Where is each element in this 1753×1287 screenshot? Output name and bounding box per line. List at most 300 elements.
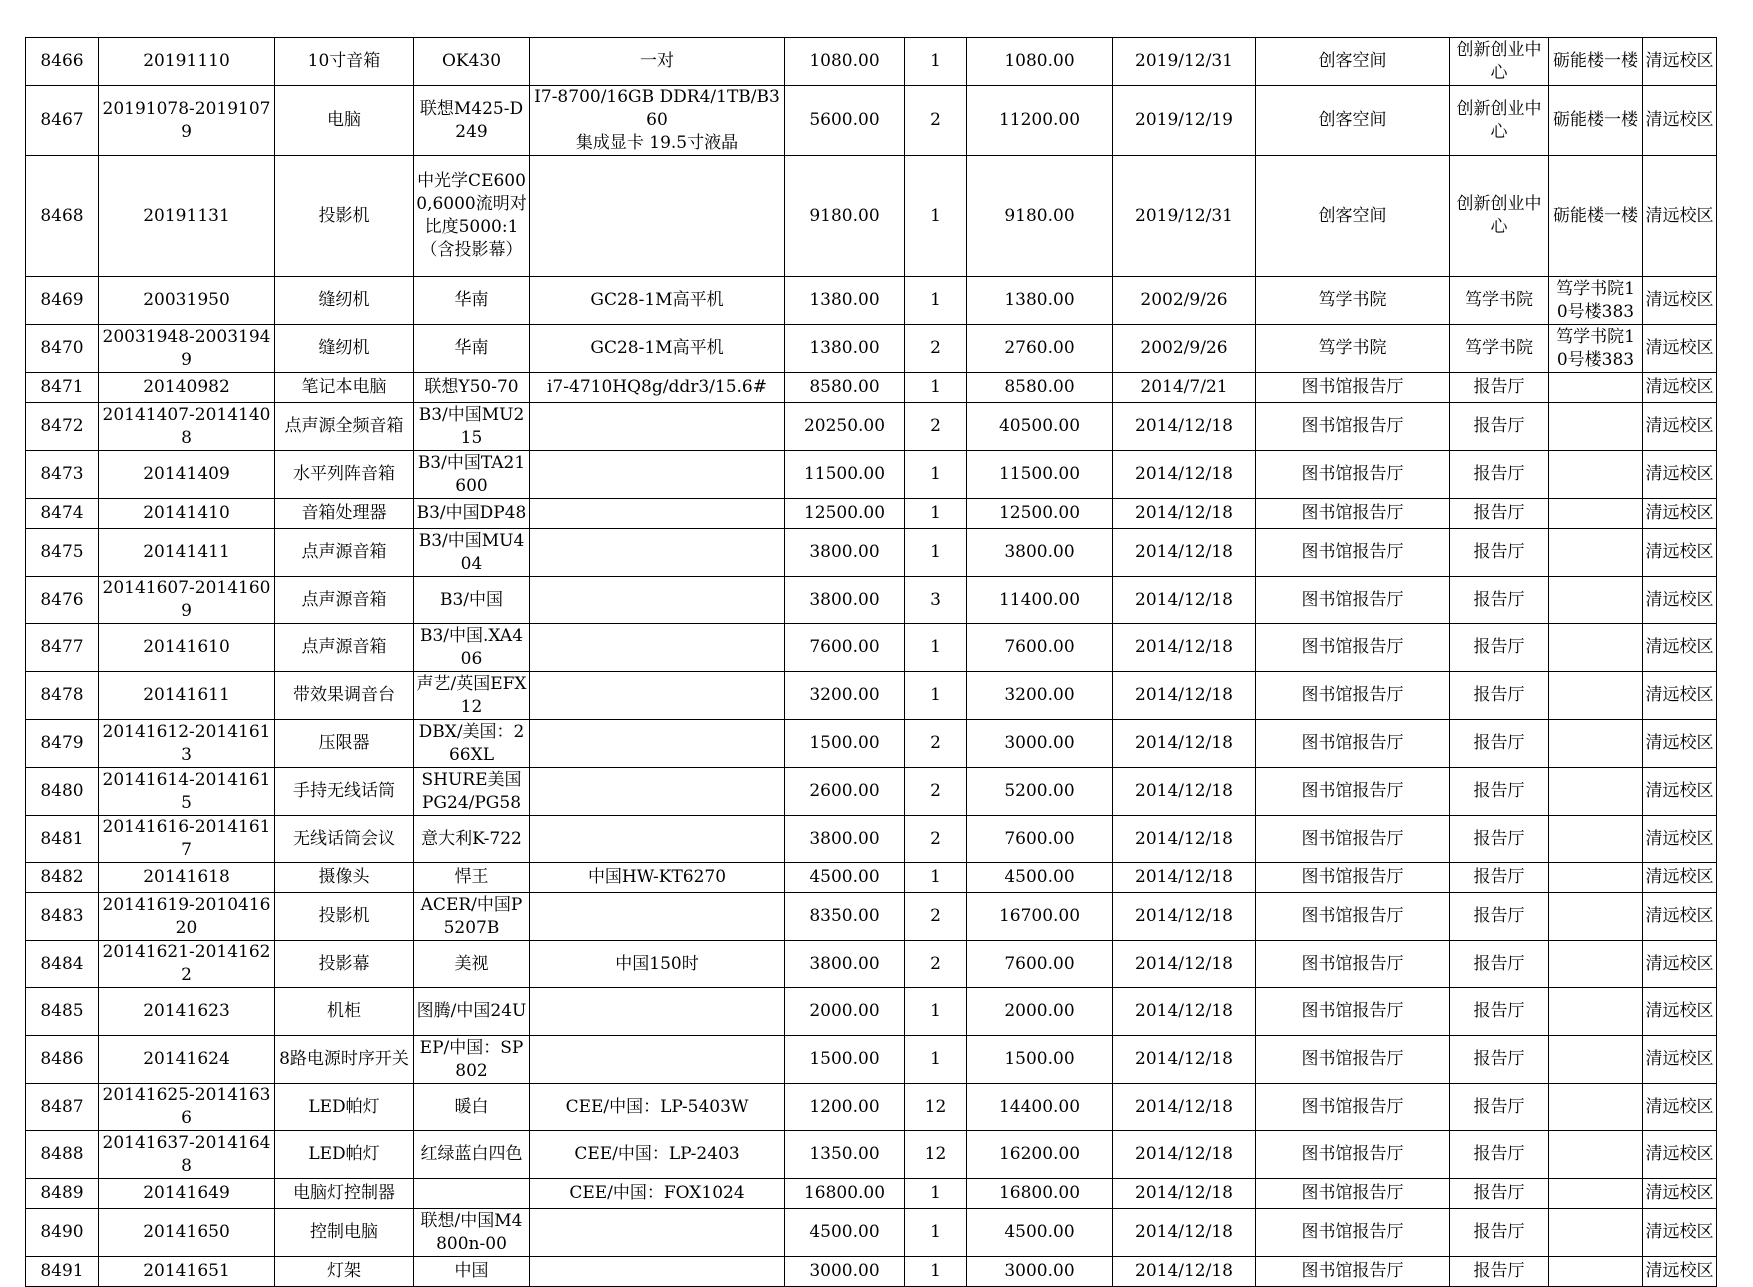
cell-model: SHURE美国PG24/PG58 <box>414 768 530 816</box>
table-row <box>26 1179 1717 1209</box>
cell-amount: 1380.00 <box>967 277 1113 325</box>
cell-amount: 16700.00 <box>967 893 1113 941</box>
cell-price: 20250.00 <box>785 403 905 451</box>
cell-dept: 笃学书院 <box>1256 277 1450 325</box>
cell-campus: 清远校区 <box>1643 1084 1717 1131</box>
cell-qty: 2 <box>905 720 967 768</box>
cell-asset-no: 20141624 <box>99 1036 275 1084</box>
cell-seq: 8475 <box>26 529 99 577</box>
cell-qty: 1 <box>905 529 967 577</box>
cell-dept: 图书馆报告厅 <box>1256 499 1450 529</box>
cell-asset-no: 20141407-20141408 <box>99 403 275 451</box>
cell-campus: 清远校区 <box>1643 1179 1717 1209</box>
cell-dept: 图书馆报告厅 <box>1256 577 1450 624</box>
cell-price: 12500.00 <box>785 499 905 529</box>
cell-amount: 16200.00 <box>967 1131 1113 1179</box>
cell-date: 2014/12/18 <box>1113 529 1256 577</box>
cell-unit: 报告厅 <box>1450 1257 1549 1287</box>
cell-date: 2019/12/31 <box>1113 156 1256 277</box>
table-row <box>26 577 1717 624</box>
cell-asset-no: 20141610 <box>99 624 275 672</box>
cell-spec <box>530 1036 785 1084</box>
cell-model: B3/中国MU215 <box>414 403 530 451</box>
cell-spec: GC28-1M高平机 <box>530 325 785 373</box>
cell-unit: 报告厅 <box>1450 577 1549 624</box>
cell-price: 1080.00 <box>785 38 905 86</box>
cell-qty: 2 <box>905 403 967 451</box>
cell-spec <box>530 529 785 577</box>
cell-seq: 8489 <box>26 1179 99 1209</box>
table-row <box>26 720 1717 768</box>
cell-model: 声艺/英国EFX12 <box>414 672 530 720</box>
table-row <box>26 529 1717 577</box>
cell-qty: 1 <box>905 863 967 893</box>
cell-price: 3800.00 <box>785 816 905 863</box>
cell-campus: 清远校区 <box>1643 624 1717 672</box>
cell-name: 投影机 <box>275 156 414 277</box>
cell-location <box>1549 768 1643 816</box>
cell-name: 灯架 <box>275 1257 414 1287</box>
cell-seq: 8473 <box>26 451 99 499</box>
cell-campus: 清远校区 <box>1643 1209 1717 1257</box>
cell-spec <box>530 768 785 816</box>
cell-seq: 8490 <box>26 1209 99 1257</box>
cell-dept: 图书馆报告厅 <box>1256 403 1450 451</box>
cell-amount: 4500.00 <box>967 863 1113 893</box>
cell-location: 笃学书院10号楼383 <box>1549 325 1643 373</box>
cell-dept: 图书馆报告厅 <box>1256 1084 1450 1131</box>
cell-name: 缝纫机 <box>275 277 414 325</box>
cell-date: 2014/12/18 <box>1113 988 1256 1036</box>
cell-amount: 3200.00 <box>967 672 1113 720</box>
cell-unit: 报告厅 <box>1450 451 1549 499</box>
cell-model: EP/中国：SP802 <box>414 1036 530 1084</box>
cell-amount: 7600.00 <box>967 941 1113 988</box>
cell-location <box>1549 373 1643 403</box>
cell-qty: 1 <box>905 1257 967 1287</box>
cell-campus: 清远校区 <box>1643 373 1717 403</box>
cell-seq: 8487 <box>26 1084 99 1131</box>
cell-spec <box>530 672 785 720</box>
cell-amount: 1500.00 <box>967 1036 1113 1084</box>
cell-model: B3/中国DP48 <box>414 499 530 529</box>
cell-model: 美视 <box>414 941 530 988</box>
cell-location <box>1549 1131 1643 1179</box>
cell-seq: 8476 <box>26 577 99 624</box>
cell-qty: 1 <box>905 38 967 86</box>
cell-date: 2014/12/18 <box>1113 816 1256 863</box>
cell-unit: 报告厅 <box>1450 624 1549 672</box>
cell-location <box>1549 451 1643 499</box>
cell-seq: 8467 <box>26 86 99 156</box>
cell-amount: 11500.00 <box>967 451 1113 499</box>
cell-spec <box>530 988 785 1036</box>
cell-campus: 清远校区 <box>1643 1131 1717 1179</box>
cell-model: 华南 <box>414 325 530 373</box>
cell-spec <box>530 156 785 277</box>
cell-location: 砺能楼一楼 <box>1549 38 1643 86</box>
table-row <box>26 325 1717 373</box>
cell-unit: 报告厅 <box>1450 1131 1549 1179</box>
cell-location: 砺能楼一楼 <box>1549 156 1643 277</box>
cell-date: 2014/12/18 <box>1113 1257 1256 1287</box>
cell-amount: 7600.00 <box>967 816 1113 863</box>
cell-spec <box>530 1257 785 1287</box>
cell-model: 中国 <box>414 1257 530 1287</box>
table-row <box>26 1131 1717 1179</box>
cell-location <box>1549 893 1643 941</box>
cell-asset-no: 20141621-20141622 <box>99 941 275 988</box>
cell-model <box>414 1179 530 1209</box>
cell-location <box>1549 577 1643 624</box>
cell-unit: 报告厅 <box>1450 373 1549 403</box>
cell-asset-no: 20141618 <box>99 863 275 893</box>
cell-asset-no: 20191078-20191079 <box>99 86 275 156</box>
cell-amount: 9180.00 <box>967 156 1113 277</box>
cell-amount: 11400.00 <box>967 577 1113 624</box>
cell-dept: 图书馆报告厅 <box>1256 893 1450 941</box>
cell-campus: 清远校区 <box>1643 156 1717 277</box>
cell-dept: 图书馆报告厅 <box>1256 672 1450 720</box>
cell-price: 9180.00 <box>785 156 905 277</box>
cell-dept: 图书馆报告厅 <box>1256 1131 1450 1179</box>
cell-asset-no: 20141650 <box>99 1209 275 1257</box>
cell-amount: 8580.00 <box>967 373 1113 403</box>
cell-name: 控制电脑 <box>275 1209 414 1257</box>
cell-amount: 3800.00 <box>967 529 1113 577</box>
cell-date: 2014/12/18 <box>1113 1209 1256 1257</box>
cell-amount: 14400.00 <box>967 1084 1113 1131</box>
cell-date: 2019/12/31 <box>1113 38 1256 86</box>
cell-amount: 2000.00 <box>967 988 1113 1036</box>
cell-qty: 12 <box>905 1131 967 1179</box>
cell-date: 2014/12/18 <box>1113 624 1256 672</box>
cell-name: LED帕灯 <box>275 1084 414 1131</box>
cell-campus: 清远校区 <box>1643 451 1717 499</box>
cell-asset-no: 20031950 <box>99 277 275 325</box>
cell-campus: 清远校区 <box>1643 988 1717 1036</box>
cell-unit: 报告厅 <box>1450 988 1549 1036</box>
cell-name: 10寸音箱 <box>275 38 414 86</box>
cell-model: B3/中国MU404 <box>414 529 530 577</box>
inventory-sheet <box>25 37 1717 1287</box>
cell-unit: 报告厅 <box>1450 529 1549 577</box>
cell-qty: 2 <box>905 941 967 988</box>
cell-name: 电脑灯控制器 <box>275 1179 414 1209</box>
cell-model: 联想M425-D249 <box>414 86 530 156</box>
cell-name: 8路电源时序开关 <box>275 1036 414 1084</box>
cell-campus: 清远校区 <box>1643 941 1717 988</box>
cell-spec: CEE/中国：FOX1024 <box>530 1179 785 1209</box>
cell-dept: 图书馆报告厅 <box>1256 1036 1450 1084</box>
cell-asset-no: 20141651 <box>99 1257 275 1287</box>
cell-qty: 2 <box>905 86 967 156</box>
cell-date: 2014/12/18 <box>1113 720 1256 768</box>
cell-model: 图腾/中国24U <box>414 988 530 1036</box>
cell-spec <box>530 451 785 499</box>
asset-table <box>25 37 1717 1287</box>
cell-name: 手持无线话筒 <box>275 768 414 816</box>
cell-seq: 8480 <box>26 768 99 816</box>
cell-model: 悍王 <box>414 863 530 893</box>
cell-model: 联想/中国M4800n-00 <box>414 1209 530 1257</box>
table-row <box>26 863 1717 893</box>
cell-price: 4500.00 <box>785 863 905 893</box>
cell-spec <box>530 624 785 672</box>
cell-qty: 1 <box>905 988 967 1036</box>
cell-price: 1380.00 <box>785 277 905 325</box>
cell-model: 华南 <box>414 277 530 325</box>
cell-asset-no: 20141607-20141609 <box>99 577 275 624</box>
cell-name: 音箱处理器 <box>275 499 414 529</box>
cell-location <box>1549 1036 1643 1084</box>
cell-spec: 一对 <box>530 38 785 86</box>
cell-unit: 报告厅 <box>1450 941 1549 988</box>
table-row <box>26 1036 1717 1084</box>
cell-dept: 图书馆报告厅 <box>1256 373 1450 403</box>
cell-spec: GC28-1M高平机 <box>530 277 785 325</box>
cell-date: 2014/12/18 <box>1113 1084 1256 1131</box>
cell-name: LED帕灯 <box>275 1131 414 1179</box>
cell-dept: 图书馆报告厅 <box>1256 768 1450 816</box>
cell-qty: 1 <box>905 156 967 277</box>
cell-location <box>1549 720 1643 768</box>
cell-dept: 图书馆报告厅 <box>1256 451 1450 499</box>
table-row <box>26 1209 1717 1257</box>
cell-spec <box>530 499 785 529</box>
cell-campus: 清远校区 <box>1643 529 1717 577</box>
cell-price: 7600.00 <box>785 624 905 672</box>
cell-spec: i7-4710HQ8g/ddr3/15.6# <box>530 373 785 403</box>
cell-campus: 清远校区 <box>1643 893 1717 941</box>
cell-seq: 8469 <box>26 277 99 325</box>
cell-date: 2014/12/18 <box>1113 1036 1256 1084</box>
cell-campus: 清远校区 <box>1643 86 1717 156</box>
cell-date: 2014/12/18 <box>1113 1179 1256 1209</box>
cell-amount: 1080.00 <box>967 38 1113 86</box>
cell-location <box>1549 672 1643 720</box>
cell-qty: 1 <box>905 1209 967 1257</box>
cell-spec <box>530 816 785 863</box>
cell-qty: 1 <box>905 277 967 325</box>
cell-name: 点声源全频音箱 <box>275 403 414 451</box>
cell-dept: 图书馆报告厅 <box>1256 1179 1450 1209</box>
table-row <box>26 672 1717 720</box>
cell-unit: 报告厅 <box>1450 816 1549 863</box>
cell-price: 5600.00 <box>785 86 905 156</box>
cell-amount: 7600.00 <box>967 624 1113 672</box>
cell-name: 笔记本电脑 <box>275 373 414 403</box>
cell-asset-no: 20141411 <box>99 529 275 577</box>
cell-price: 1350.00 <box>785 1131 905 1179</box>
cell-unit: 报告厅 <box>1450 893 1549 941</box>
cell-price: 8350.00 <box>785 893 905 941</box>
cell-price: 2000.00 <box>785 988 905 1036</box>
cell-seq: 8479 <box>26 720 99 768</box>
cell-date: 2014/12/18 <box>1113 672 1256 720</box>
table-row <box>26 451 1717 499</box>
cell-asset-no: 20141619-201041620 <box>99 893 275 941</box>
cell-unit: 笃学书院 <box>1450 277 1549 325</box>
cell-name: 水平列阵音箱 <box>275 451 414 499</box>
cell-model: B3/中国 <box>414 577 530 624</box>
table-row <box>26 499 1717 529</box>
cell-unit: 报告厅 <box>1450 1179 1549 1209</box>
cell-dept: 图书馆报告厅 <box>1256 1257 1450 1287</box>
cell-date: 2014/12/18 <box>1113 451 1256 499</box>
cell-unit: 报告厅 <box>1450 1209 1549 1257</box>
cell-campus: 清远校区 <box>1643 403 1717 451</box>
cell-spec <box>530 720 785 768</box>
cell-dept: 笃学书院 <box>1256 325 1450 373</box>
cell-date: 2019/12/19 <box>1113 86 1256 156</box>
cell-asset-no: 20141611 <box>99 672 275 720</box>
cell-date: 2014/12/18 <box>1113 403 1256 451</box>
cell-asset-no: 20031948-20031949 <box>99 325 275 373</box>
cell-amount: 11200.00 <box>967 86 1113 156</box>
cell-campus: 清远校区 <box>1643 863 1717 893</box>
cell-qty: 1 <box>905 373 967 403</box>
cell-dept: 图书馆报告厅 <box>1256 941 1450 988</box>
cell-asset-no: 20140982 <box>99 373 275 403</box>
cell-seq: 8483 <box>26 893 99 941</box>
cell-date: 2014/12/18 <box>1113 1131 1256 1179</box>
cell-amount: 40500.00 <box>967 403 1113 451</box>
cell-location: 砺能楼一楼 <box>1549 86 1643 156</box>
cell-location <box>1549 529 1643 577</box>
cell-dept: 图书馆报告厅 <box>1256 988 1450 1036</box>
cell-seq: 8466 <box>26 38 99 86</box>
cell-name: 点声源音箱 <box>275 624 414 672</box>
cell-model: 意大利K-722 <box>414 816 530 863</box>
cell-asset-no: 20141410 <box>99 499 275 529</box>
cell-location <box>1549 1084 1643 1131</box>
cell-seq: 8481 <box>26 816 99 863</box>
cell-price: 8580.00 <box>785 373 905 403</box>
cell-model: B3/中国TA21600 <box>414 451 530 499</box>
cell-price: 3800.00 <box>785 941 905 988</box>
cell-unit: 报告厅 <box>1450 672 1549 720</box>
cell-location: 笃学书院10号楼383 <box>1549 277 1643 325</box>
cell-amount: 12500.00 <box>967 499 1113 529</box>
cell-date: 2014/12/18 <box>1113 893 1256 941</box>
cell-campus: 清远校区 <box>1643 38 1717 86</box>
cell-unit: 报告厅 <box>1450 768 1549 816</box>
table-row <box>26 768 1717 816</box>
table-row <box>26 156 1717 277</box>
cell-spec: CEE/中国：LP-5403W <box>530 1084 785 1131</box>
cell-seq: 8486 <box>26 1036 99 1084</box>
cell-campus: 清远校区 <box>1643 1257 1717 1287</box>
cell-price: 1500.00 <box>785 720 905 768</box>
cell-price: 4500.00 <box>785 1209 905 1257</box>
cell-campus: 清远校区 <box>1643 1036 1717 1084</box>
cell-location <box>1549 499 1643 529</box>
cell-seq: 8478 <box>26 672 99 720</box>
cell-dept: 图书馆报告厅 <box>1256 1209 1450 1257</box>
cell-name: 缝纫机 <box>275 325 414 373</box>
cell-name: 点声源音箱 <box>275 577 414 624</box>
cell-model: 暖白 <box>414 1084 530 1131</box>
cell-location <box>1549 624 1643 672</box>
cell-date: 2014/12/18 <box>1113 941 1256 988</box>
cell-date: 2002/9/26 <box>1113 277 1256 325</box>
cell-campus: 清远校区 <box>1643 672 1717 720</box>
cell-dept: 图书馆报告厅 <box>1256 529 1450 577</box>
cell-spec: CEE/中国：LP-2403 <box>530 1131 785 1179</box>
cell-unit: 报告厅 <box>1450 499 1549 529</box>
cell-unit: 报告厅 <box>1450 720 1549 768</box>
table-row <box>26 1257 1717 1287</box>
cell-campus: 清远校区 <box>1643 768 1717 816</box>
cell-location <box>1549 1257 1643 1287</box>
cell-name: 压限器 <box>275 720 414 768</box>
cell-model: 联想Y50-70 <box>414 373 530 403</box>
cell-spec <box>530 577 785 624</box>
cell-asset-no: 20141616-20141617 <box>99 816 275 863</box>
cell-price: 3000.00 <box>785 1257 905 1287</box>
cell-amount: 4500.00 <box>967 1209 1113 1257</box>
table-row <box>26 373 1717 403</box>
cell-location <box>1549 1179 1643 1209</box>
cell-dept: 创客空间 <box>1256 38 1450 86</box>
cell-model: 中光学CE6000,6000流明对比度5000:1（含投影幕） <box>414 156 530 277</box>
table-row <box>26 816 1717 863</box>
cell-asset-no: 20141637-20141648 <box>99 1131 275 1179</box>
cell-qty: 2 <box>905 893 967 941</box>
cell-campus: 清远校区 <box>1643 277 1717 325</box>
cell-qty: 3 <box>905 577 967 624</box>
cell-asset-no: 20141612-20141613 <box>99 720 275 768</box>
cell-date: 2014/12/18 <box>1113 768 1256 816</box>
cell-qty: 1 <box>905 624 967 672</box>
cell-model: 红绿蓝白四色 <box>414 1131 530 1179</box>
cell-location <box>1549 403 1643 451</box>
table-row <box>26 941 1717 988</box>
cell-qty: 1 <box>905 1179 967 1209</box>
cell-unit: 报告厅 <box>1450 863 1549 893</box>
cell-seq: 8477 <box>26 624 99 672</box>
table-row <box>26 988 1717 1036</box>
cell-campus: 清远校区 <box>1643 816 1717 863</box>
cell-asset-no: 20191131 <box>99 156 275 277</box>
cell-name: 机柜 <box>275 988 414 1036</box>
cell-spec: 中国150时 <box>530 941 785 988</box>
cell-spec: I7-8700/16GB DDR4/1TB/B360 集成显卡 19.5寸液晶 <box>530 86 785 156</box>
table-row <box>26 86 1717 156</box>
cell-price: 3800.00 <box>785 577 905 624</box>
cell-asset-no: 20141649 <box>99 1179 275 1209</box>
cell-amount: 3000.00 <box>967 1257 1113 1287</box>
cell-seq: 8468 <box>26 156 99 277</box>
cell-unit: 创新创业中心 <box>1450 156 1549 277</box>
cell-price: 11500.00 <box>785 451 905 499</box>
cell-asset-no: 20141409 <box>99 451 275 499</box>
cell-unit: 创新创业中心 <box>1450 38 1549 86</box>
cell-location <box>1549 1209 1643 1257</box>
cell-name: 电脑 <box>275 86 414 156</box>
cell-seq: 8482 <box>26 863 99 893</box>
cell-date: 2014/12/18 <box>1113 863 1256 893</box>
cell-price: 1500.00 <box>785 1036 905 1084</box>
cell-dept: 图书馆报告厅 <box>1256 624 1450 672</box>
cell-qty: 1 <box>905 672 967 720</box>
cell-spec <box>530 1209 785 1257</box>
table-row <box>26 38 1717 86</box>
cell-amount: 16800.00 <box>967 1179 1113 1209</box>
cell-amount: 3000.00 <box>967 720 1113 768</box>
cell-unit: 报告厅 <box>1450 1036 1549 1084</box>
